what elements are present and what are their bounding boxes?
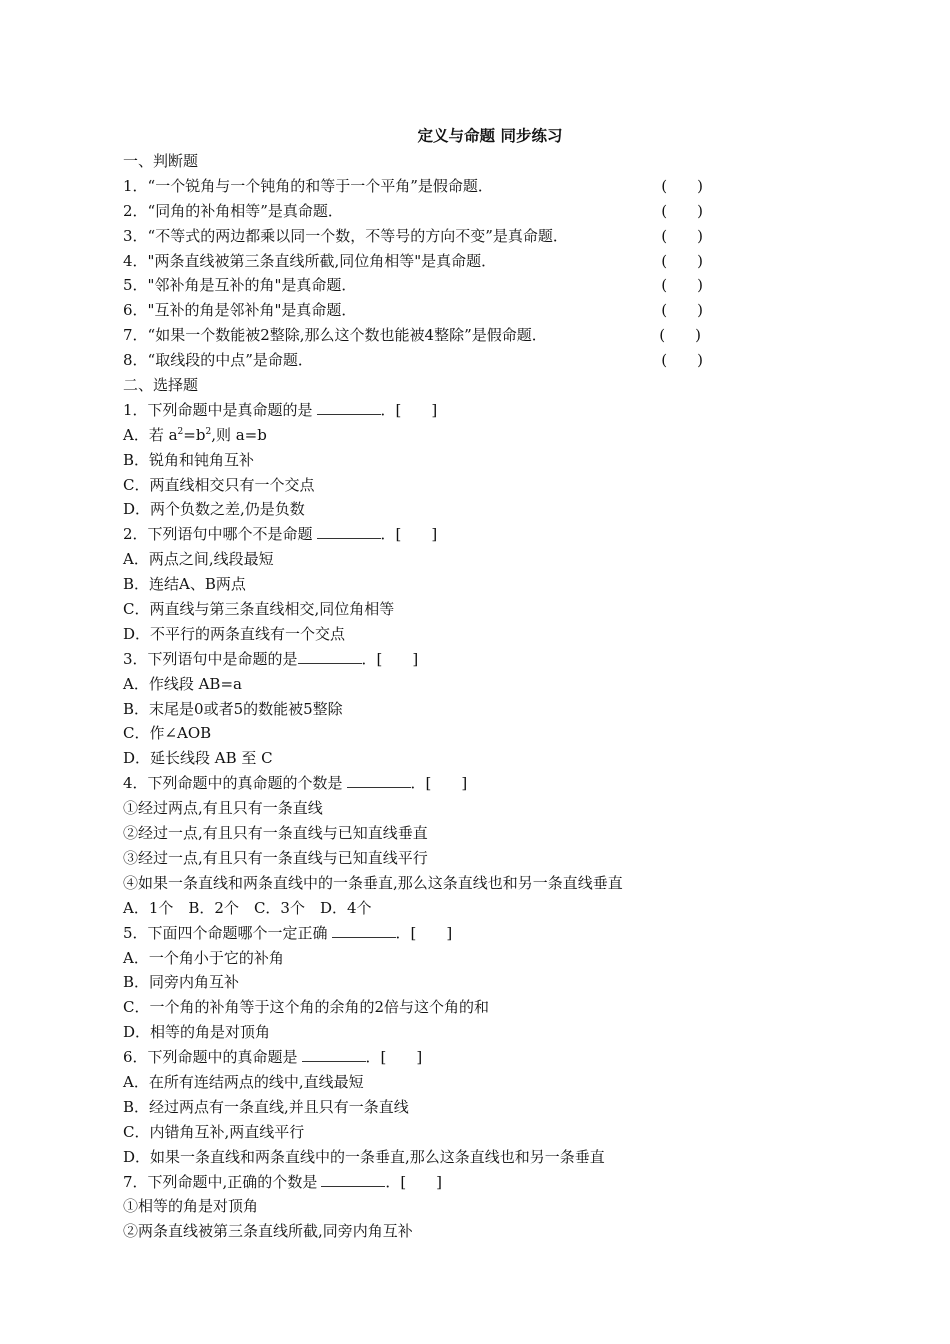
- question-3-option-c: C．作∠AOB: [123, 724, 212, 743]
- question-2-option-d: D．不平行的两条直线有一个交点: [123, 624, 346, 643]
- question-2-option-c: C．两直线与第三条直线相交,同位角相等: [123, 600, 395, 619]
- option-text: =b: [183, 425, 206, 444]
- judgment-item-5: [123, 273, 713, 298]
- answer-parentheses: ( ): [661, 301, 703, 320]
- answer-parentheses: ( ): [661, 176, 703, 195]
- question-7-stem: [123, 1170, 713, 1195]
- answer-parentheses: ( ): [661, 351, 703, 370]
- option-text: A．若 a: [123, 425, 178, 444]
- answer-parentheses: ( ): [661, 226, 703, 245]
- question-1-option-c: C．两直线相交只有一个交点: [123, 475, 315, 494]
- judgment-item-text: 7．“如果一个数能被2整除,那么这个数也能被4整除”是假命题．: [123, 326, 547, 345]
- question-2-option-b: B．连结A、B两点: [123, 575, 246, 594]
- answer-blank: [347, 773, 411, 788]
- question-stem-text: 1．下列命题中是真命题的是: [123, 400, 313, 419]
- question-6-option-b: B．经过两点有一条直线,并且只有一条直线: [123, 1097, 409, 1116]
- question-1-option-d: D．两个负数之差,仍是负数: [123, 500, 305, 519]
- question-1-option-b: B．锐角和钝角互补: [123, 450, 255, 469]
- question-4-statement-3: ③经过一点,有且只有一条直线与已知直线平行: [123, 848, 428, 867]
- page-title: 定义与命题 同步练习: [417, 126, 563, 145]
- question-5-stem: [123, 921, 713, 946]
- answer-parentheses: ( ): [661, 276, 703, 295]
- judgment-item-6: [123, 298, 713, 323]
- question-2-stem: [123, 522, 713, 547]
- judgment-item-text: 3．“不等式的两边都乘以同一个数，不等号的方向不变”是真命题．: [123, 226, 568, 245]
- question-bracket: ．[ ]: [365, 1048, 423, 1067]
- answer-blank: [317, 524, 381, 539]
- option-text: ,则 a=b: [211, 425, 267, 444]
- judgment-item-4: [123, 249, 713, 274]
- judgment-item-8: [123, 348, 713, 373]
- question-bracket: ．[ ]: [361, 649, 419, 668]
- answer-blank: [332, 923, 396, 938]
- answer-blank: [302, 1047, 366, 1062]
- question-bracket: ．[ ]: [410, 774, 468, 793]
- question-stem-text: 7．下列命题中,正确的个数是: [123, 1172, 318, 1191]
- question-stem-text: 3．下列语句中是命题的是: [123, 649, 298, 668]
- question-5-option-c: C．一个角的补角等于这个角的余角的2倍与这个角的和: [123, 998, 490, 1017]
- judgment-item-3: [123, 224, 713, 249]
- question-3-option-a: A．作线段 AB=a: [123, 674, 242, 693]
- question-6-option-c: C．内错角互补,两直线平行: [123, 1122, 305, 1141]
- question-4-statement-2: ②经过一点,有且只有一条直线与已知直线垂直: [123, 824, 428, 843]
- judgment-item-text: 6．"互补的角是邻补角"是真命题．: [123, 301, 357, 320]
- superscript: 2: [205, 426, 212, 437]
- section-heading-judgment: 一、判断题: [123, 152, 199, 170]
- question-1-stem: [123, 398, 713, 423]
- question-bracket: ．[ ]: [380, 400, 438, 419]
- question-1-option-a: [123, 423, 713, 448]
- question-6-stem: [123, 1045, 713, 1070]
- answer-blank: [321, 1172, 385, 1187]
- question-3-option-b: B．末尾是0或者5的数能被5整除: [123, 699, 343, 718]
- question-bracket: ．[ ]: [395, 923, 453, 942]
- judgment-item-2: [123, 199, 713, 224]
- question-stem-text: 2．下列语句中哪个不是命题: [123, 525, 313, 544]
- answer-blank: [298, 649, 362, 664]
- question-stem-text: 5．下面四个命题哪个一定正确: [123, 923, 328, 942]
- question-3-option-d: D．延长线段 AB 至 C: [123, 749, 273, 768]
- answer-parentheses: ( ): [661, 251, 703, 270]
- exercise-content: [123, 149, 713, 1244]
- answer-parentheses: ( ): [661, 201, 703, 220]
- question-6-option-d: D．如果一条直线和两条直线中的一条垂直,那么这条直线也和另一条垂直: [123, 1147, 605, 1166]
- question-4-options: A．1个 B．2个 C．3个 D．4个: [123, 898, 372, 917]
- question-5-option-a: A．一个角小于它的补角: [123, 948, 284, 967]
- question-4-statement-1: ①经过两点,有且只有一条直线: [123, 799, 323, 818]
- section-heading-choice: 二、选择题: [123, 376, 199, 395]
- judgment-item-text: 2．“同角的补角相等”是真命题．: [123, 201, 343, 220]
- question-6-option-a: A．在所有连结两点的线中,直线最短: [123, 1072, 364, 1091]
- question-4-statement-4: ④如果一条直线和两条直线中的一条垂直,那么这条直线也和另一条直线垂直: [123, 873, 623, 892]
- question-5-option-b: B．同旁内角互补: [123, 973, 240, 992]
- question-stem-text: 4．下列命题中的真命题的个数是: [123, 774, 343, 793]
- question-4-stem: [123, 771, 713, 796]
- question-7-statement-2: ②两条直线被第三条直线所截,同旁内角互补: [123, 1222, 413, 1241]
- judgment-item-1: [123, 174, 713, 199]
- question-stem-text: 6．下列命题中的真命题是: [123, 1048, 298, 1067]
- question-3-stem: [123, 647, 713, 672]
- judgment-item-text: 8．“取线段的中点”是命题．: [123, 351, 313, 370]
- judgment-item-text: 4．"两条直线被第三条直线所截,同位角相等"是真命题．: [123, 251, 497, 270]
- judgment-item-text: 1．“一个锐角与一个钝角的和等于一个平角”是假命题．: [123, 176, 493, 195]
- question-bracket: ．[ ]: [380, 525, 438, 544]
- judgment-item-7: [123, 323, 713, 348]
- answer-parentheses: ( ): [659, 326, 701, 345]
- question-5-option-d: D．相等的角是对顶角: [123, 1023, 271, 1042]
- question-7-statement-1: ①相等的角是对顶角: [123, 1197, 259, 1216]
- superscript: 2: [177, 426, 184, 437]
- answer-blank: [317, 400, 381, 415]
- question-bracket: ．[ ]: [385, 1172, 443, 1191]
- judgment-item-text: 5．"邻补角是互补的角"是真命题．: [123, 276, 357, 295]
- question-2-option-a: A．两点之间,线段最短: [123, 550, 274, 569]
